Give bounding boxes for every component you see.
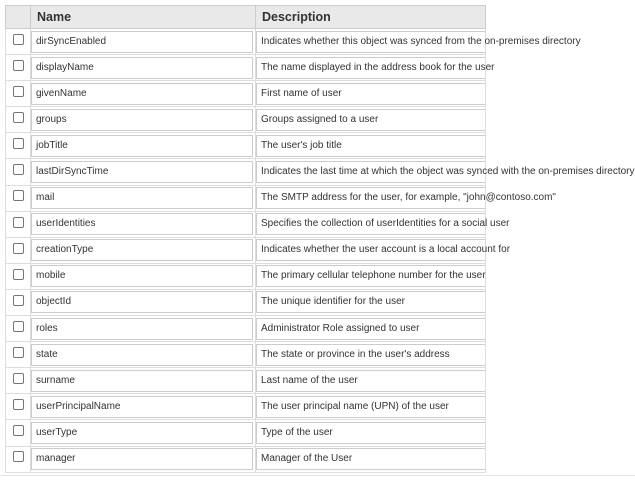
attribute-name-field[interactable]: dirSyncEnabled <box>31 31 253 53</box>
table-row <box>6 394 486 420</box>
row-checkbox[interactable] <box>13 34 24 45</box>
description-cell <box>256 316 486 342</box>
attribute-description-field[interactable]: Last name of the user <box>256 370 485 392</box>
row-select-cell <box>6 133 31 159</box>
description-cell <box>256 185 556 211</box>
row-select-cell <box>6 29 31 55</box>
description-cell <box>256 342 486 368</box>
row-select-cell <box>6 237 31 263</box>
attribute-name-field[interactable]: surname <box>31 370 253 392</box>
name-cell <box>31 211 256 237</box>
row-select-cell <box>6 289 31 315</box>
table-row <box>6 263 486 289</box>
attribute-description-field[interactable]: The SMTP address for the user, for example, "john@contoso.com" <box>256 187 485 209</box>
row-checkbox[interactable] <box>13 347 24 358</box>
description-cell <box>256 237 511 263</box>
table-row <box>6 342 486 368</box>
row-select-cell <box>6 316 31 342</box>
table-row <box>6 420 486 446</box>
name-cell <box>31 133 256 159</box>
row-select-cell <box>6 394 31 420</box>
row-checkbox[interactable] <box>13 190 24 201</box>
name-cell <box>31 342 256 368</box>
name-cell <box>31 185 256 211</box>
table-row <box>6 368 486 394</box>
attribute-description-field[interactable]: The state or province in the user's address <box>256 344 485 366</box>
attribute-name-field[interactable]: userPrincipalName <box>31 396 253 418</box>
attribute-description-field[interactable]: Type of the user <box>256 422 485 444</box>
row-checkbox[interactable] <box>13 138 24 149</box>
attributes-table-container <box>5 5 635 473</box>
select-column-header <box>6 6 31 29</box>
name-cell <box>31 263 256 289</box>
name-cell <box>31 159 256 185</box>
row-checkbox[interactable] <box>13 399 24 410</box>
table-row <box>6 446 486 472</box>
table-row <box>6 133 486 159</box>
attribute-name-field[interactable]: roles <box>31 318 253 340</box>
row-checkbox[interactable] <box>13 373 24 384</box>
row-select-cell <box>6 159 31 185</box>
attribute-name-field[interactable]: creationType <box>31 239 253 261</box>
row-checkbox[interactable] <box>13 164 24 175</box>
description-cell <box>256 29 581 55</box>
table-row <box>6 29 486 55</box>
table-row <box>6 237 486 263</box>
name-cell <box>31 107 256 133</box>
attribute-description-field[interactable]: The primary cellular telephone number for the user <box>256 265 485 287</box>
row-checkbox[interactable] <box>13 425 24 436</box>
attribute-name-field[interactable]: groups <box>31 109 253 131</box>
table-row <box>6 107 486 133</box>
attribute-description-field[interactable]: Groups assigned to a user <box>256 109 485 131</box>
row-select-cell <box>6 368 31 394</box>
attribute-name-field[interactable]: userType <box>31 422 253 444</box>
attribute-name-field[interactable]: objectId <box>31 291 253 313</box>
description-column-header[interactable]: Description <box>256 6 486 29</box>
attribute-name-field[interactable]: state <box>31 344 253 366</box>
attribute-name-field[interactable]: mobile <box>31 265 253 287</box>
table-row <box>6 159 486 185</box>
attribute-name-field[interactable]: jobTitle <box>31 135 253 157</box>
name-cell <box>31 289 256 315</box>
attribute-description-field[interactable]: Indicates whether this object was synced from the on-premises directory <box>256 31 485 53</box>
row-select-cell <box>6 211 31 237</box>
attribute-description-field[interactable]: Indicates whether the user account is a local account for <box>256 239 485 261</box>
row-select-cell <box>6 185 31 211</box>
description-cell <box>256 55 495 81</box>
attribute-description-field[interactable]: The user principal name (UPN) of the user <box>256 396 485 418</box>
table-bottom-divider <box>0 475 635 476</box>
name-cell <box>31 55 256 81</box>
name-cell <box>31 316 256 342</box>
description-cell <box>256 446 486 472</box>
row-checkbox[interactable] <box>13 451 24 462</box>
name-cell <box>31 420 256 446</box>
description-cell <box>256 394 486 420</box>
table-row <box>6 211 486 237</box>
row-checkbox[interactable] <box>13 86 24 97</box>
attribute-name-field[interactable]: manager <box>31 448 253 470</box>
description-cell <box>256 420 486 446</box>
attribute-description-field[interactable]: The name displayed in the address book for the user <box>256 57 485 79</box>
row-select-cell <box>6 446 31 472</box>
attribute-name-field[interactable]: mail <box>31 187 253 209</box>
table-row <box>6 81 486 107</box>
row-checkbox[interactable] <box>13 217 24 228</box>
table-row <box>6 185 486 211</box>
description-cell <box>256 133 486 159</box>
name-cell <box>31 29 256 55</box>
description-cell <box>256 263 486 289</box>
table-row <box>6 316 486 342</box>
name-cell <box>31 81 256 107</box>
attribute-description-field[interactable]: Administrator Role assigned to user <box>256 318 485 340</box>
table-row <box>6 55 486 81</box>
attribute-description-field[interactable]: Manager of the User <box>256 448 485 470</box>
row-select-cell <box>6 263 31 289</box>
row-select-cell <box>6 107 31 133</box>
description-cell <box>256 289 486 315</box>
name-cell <box>31 237 256 263</box>
description-cell <box>256 107 486 133</box>
description-cell <box>256 81 486 107</box>
attribute-name-field[interactable]: displayName <box>31 57 253 79</box>
row-checkbox[interactable] <box>13 60 24 71</box>
description-cell <box>256 159 635 185</box>
name-column-header[interactable]: Name <box>31 6 256 29</box>
table-row <box>6 289 486 315</box>
attribute-description-field[interactable]: First name of user <box>256 83 485 105</box>
attribute-description-field[interactable]: Specifies the collection of userIdentities for a social user <box>256 213 485 235</box>
row-checkbox[interactable] <box>13 321 24 332</box>
name-cell <box>31 446 256 472</box>
table-header-row <box>6 6 486 29</box>
row-checkbox[interactable] <box>13 112 24 123</box>
attributes-table <box>5 5 635 473</box>
row-checkbox[interactable] <box>13 269 24 280</box>
attribute-name-field[interactable]: userIdentities <box>31 213 253 235</box>
attribute-name-field[interactable]: givenName <box>31 83 253 105</box>
attribute-description-field[interactable]: The unique identifier for the user <box>256 291 485 313</box>
row-select-cell <box>6 342 31 368</box>
name-cell <box>31 394 256 420</box>
row-select-cell <box>6 81 31 107</box>
description-cell <box>256 368 486 394</box>
row-select-cell <box>6 420 31 446</box>
attribute-description-field[interactable]: Indicates the last time at which the object was synced with the on-premises directory <box>256 161 485 183</box>
attribute-description-field[interactable]: The user's job title <box>256 135 485 157</box>
row-select-cell <box>6 55 31 81</box>
description-cell <box>256 211 510 237</box>
row-checkbox[interactable] <box>13 243 24 254</box>
row-checkbox[interactable] <box>13 295 24 306</box>
attribute-name-field[interactable]: lastDirSyncTime <box>31 161 253 183</box>
name-cell <box>31 368 256 394</box>
